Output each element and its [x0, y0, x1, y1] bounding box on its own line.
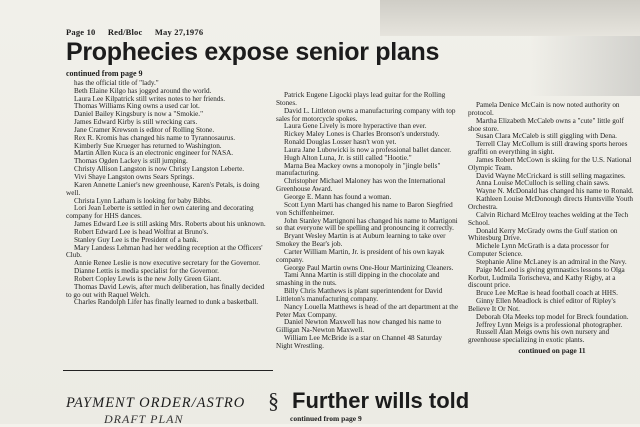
column-2-entries [276, 92, 460, 351]
prophecy-entry: Laura Gene Lively is more hyperactive than ever. [284, 122, 427, 131]
prophecy-entry: Paige McLeod is giving gymnastics lessons to Olga Korbut, Ludmila Torischeva, and Kathy Rigby, at a discount price. [468, 265, 625, 290]
column-divider-rule [63, 370, 273, 371]
prophecy-entry: Scott Lynn Marti has changed his name to Baron Siegfried von Schiffenheimer. [276, 200, 453, 217]
prophecy-entry: Michele Lynn McGrath is a data processor for Computer Science. [468, 242, 609, 259]
prophecy-entry: Bruce Lee McRae is head football coach at HHS. [476, 289, 618, 298]
prophecy-entry: Donald Kerry McGrady owns the Gulf station on Whitesburg Drive. [468, 226, 618, 243]
prophecy-entry: Ronald Douglas Losser hasn't won yet. [284, 138, 397, 147]
prophecy-entry: Annie Renee Leslie is now executive secretary for the Governor. [74, 259, 261, 268]
prophecy-entry: Dianne Lettis is media specialist for the Governor. [74, 267, 219, 276]
prophecy-entry: Daniel Newton Maxwell has now changed his name to Gilligan Na-Newton Maxwell. [276, 318, 442, 335]
prophecy-entry: Carter William Martin, Jr. is president of his own kayak company. [276, 247, 445, 264]
article-column-3 [468, 102, 636, 355]
prophecy-entry: George E. Mann has found a woman. [284, 192, 392, 201]
prophecy-entry: William Lee McBride is a star on Channel 48 Saturday Night Wrestling. [276, 334, 442, 350]
prophecy-entry: Tami Anna Martin is still dipping in the chocolate and smashing in the nuts. [276, 271, 440, 288]
prophecy-entry: Marna Bea Mackey owns a monopoly in "jingle bells" manufacturing. [276, 161, 441, 178]
prophecy-entry: Karen Annette Lanier's new greenhouse, Karen's Petals, is doing well. [66, 180, 260, 197]
prophecy-entry: Bryant Wesley Martin is at Auburn learning to take over Smokey the Bear's job. [276, 232, 446, 249]
page-header [66, 27, 213, 37]
paper-name: Red/Bloc [107, 27, 143, 37]
prophecy-entry: has the official title of "lady." [74, 78, 159, 87]
continued-from-label: continued from page 9 [66, 69, 143, 78]
prophecy-entry: Thomas Ogden Lackey is still jumping. [74, 157, 188, 166]
prophecy-entry: Wayne N. McDonald has changed his name to Ronald. [476, 187, 634, 196]
prophecy-entry: Robert Copley Lewis is the new Jolly Green Giant. [74, 274, 222, 283]
prophecy-entry: Stanley Guy Lee is the President of a bank. [74, 235, 199, 244]
ornamental-border-icon: § [268, 388, 279, 413]
advertisement-subline: DRAFT PLAN [104, 412, 184, 426]
prophecy-entry: Hugh Alton Luna, Jr. is still called "Hootie." [284, 153, 412, 162]
prophecy-entry: Robert Edward Lee is head Wolfrat at Bruno's. [74, 227, 209, 236]
prophecy-entry: Christopher Michael Maloney has won the International Greenhouse Award. [276, 177, 446, 194]
article-column-2 [276, 92, 460, 351]
article-headline: Prophecies expose senior plans [66, 38, 440, 66]
prophecy-entry: Martin Allen Kuca is an electronic engineer for NASA. [74, 149, 234, 158]
prophecy-entry: Kathleen Louise McDonough directs Huntsville Youth Orchestra. [468, 195, 633, 211]
prophecy-entry: Nancy Louella Matthews is head of the art department at the Peter Max Company. [276, 302, 459, 319]
prophecy-entry: Lori Jean Leberte is settled in her own catering and decorating company for HHS dances. [66, 204, 254, 221]
prophecy-entry: Susan Clara McCaleb is still giggling with Dena. [476, 132, 617, 141]
prophecy-entry: Thomas David Lewis, after much deliberation, has finally decided to go out with Raquel Welch. [66, 282, 265, 299]
advertisement-headline: PAYMENT ORDER/ASTRO [66, 395, 246, 411]
prophecy-entry: Jeffrey Lynn Meigs is a professional photographer. [476, 320, 623, 329]
prophecy-entry: Terrell Clay McCollum is still drawing sports heroes graffiti on everything in sight. [468, 140, 628, 157]
prophecy-entry: Anna Louise McCulloch is selling chain saws. [476, 179, 610, 188]
prophecy-entry: James Edward Lee is still asking Mrs. Roberts about his unknown. [74, 220, 266, 229]
prophecy-entry: Laura Lee Kilpatrick still writes notes to her friends. [74, 94, 226, 103]
prophecy-entry: David L. Littleton owns a manufacturing company with top sales for motorcycle spokes. [276, 106, 456, 123]
prophecy-entry: Stephanie Aline McLaney is an admiral in the Navy. [476, 257, 627, 266]
prophecy-entry: Laura Jane Lubowicki is now a professional ballet dancer. [284, 145, 452, 154]
prophecy-entry: James Robert McCown is skiing for the U.S. National Olympic Team. [468, 155, 632, 172]
prophecy-entry: Patrick Eugene Ligocki plays lead guitar for the Rolling Stones. [276, 91, 446, 107]
column-3-entries [468, 102, 636, 345]
prophecy-entry: Charles Randolph Lifer has finally learned to dunk a basketball. [74, 298, 259, 307]
prophecy-entry: Vivi Shaye Langston owns Sears Springs. [74, 172, 195, 181]
prophecy-entry: George Paul Martin owns One-Hour Martinizing Cleaners. [284, 263, 454, 272]
prophecy-entry: Daniel Bailey Kingsbury is now a "Smokie." [74, 110, 204, 119]
prophecy-entry: Calvin Richard McElroy teaches welding at the Tech School. [468, 210, 629, 227]
background-paper-strip [380, 0, 640, 36]
prophecy-entry: Kimberly Sue Krueger has returned to Washington. [74, 141, 222, 150]
bottom-continued-label: continued from page 9 [290, 414, 362, 423]
continued-on-label: continued on page 11 [518, 346, 586, 356]
prophecy-entry: Pamela Denice McCain is now noted authority on protocol. [468, 101, 620, 117]
issue-date: May 27,1976 [154, 27, 204, 37]
prophecy-entry: Billy Chris Matthews is plant superintendent for David Littleton's manufacturing company. [276, 287, 443, 303]
prophecy-entry: Beth Elaine Kilgo has jogged around the world. [74, 86, 212, 95]
prophecy-entry: David Wayne McCrickard is still selling magazines. [476, 171, 626, 180]
prophecy-entry: Mary Landess Lehman had her wedding reception at the Officers' Club. [66, 243, 263, 260]
prophecy-entry: Russell Alan Meigs owns his own nursery and greenhouse specializing in exotic plants. [468, 328, 610, 345]
article-column-1 [66, 70, 268, 307]
page-fold-shadow [530, 36, 640, 96]
prophecy-entry: Christy Allison Langston is now Christy Langston Leberte. [74, 165, 245, 174]
prophecy-entry: Thomas Williams King owns a used car lot. [74, 102, 200, 111]
prophecy-entry: Deborah Ola Meeks top model for Breck foundation. [476, 312, 629, 321]
prophecy-entry: Rickey Maley Lones is Charles Bronson's understudy. [284, 130, 440, 139]
prophecy-entry: Martha Elizabeth McCaleb owns a "cute" little golf shoe store. [468, 116, 624, 133]
column-1-entries [66, 80, 268, 307]
prophecy-entry: John Stanley Martignoni has changed his name to Martigoni so that everyone will be spelling and pronouncing it correctly. [276, 216, 458, 233]
bottom-article-headline: Further wills told [292, 388, 470, 413]
prophecy-entry: Jane Cramer Krewson is editor of Rolling Stone. [74, 125, 215, 134]
prophecy-entry: James Edward Kirby is still wrecking cars. [74, 118, 198, 127]
prophecy-entry: Rex R. Kromis has changed his name to Tyrannosaurus. [74, 133, 236, 142]
page-number: Page 10 [66, 27, 96, 37]
prophecy-entry: Christa Lynn Latham is looking for baby Bibbs. [74, 196, 212, 205]
prophecy-entry: Ginny Ellen Meadlock is chief editor of Ripley's Believe It Or Not. [468, 297, 616, 313]
